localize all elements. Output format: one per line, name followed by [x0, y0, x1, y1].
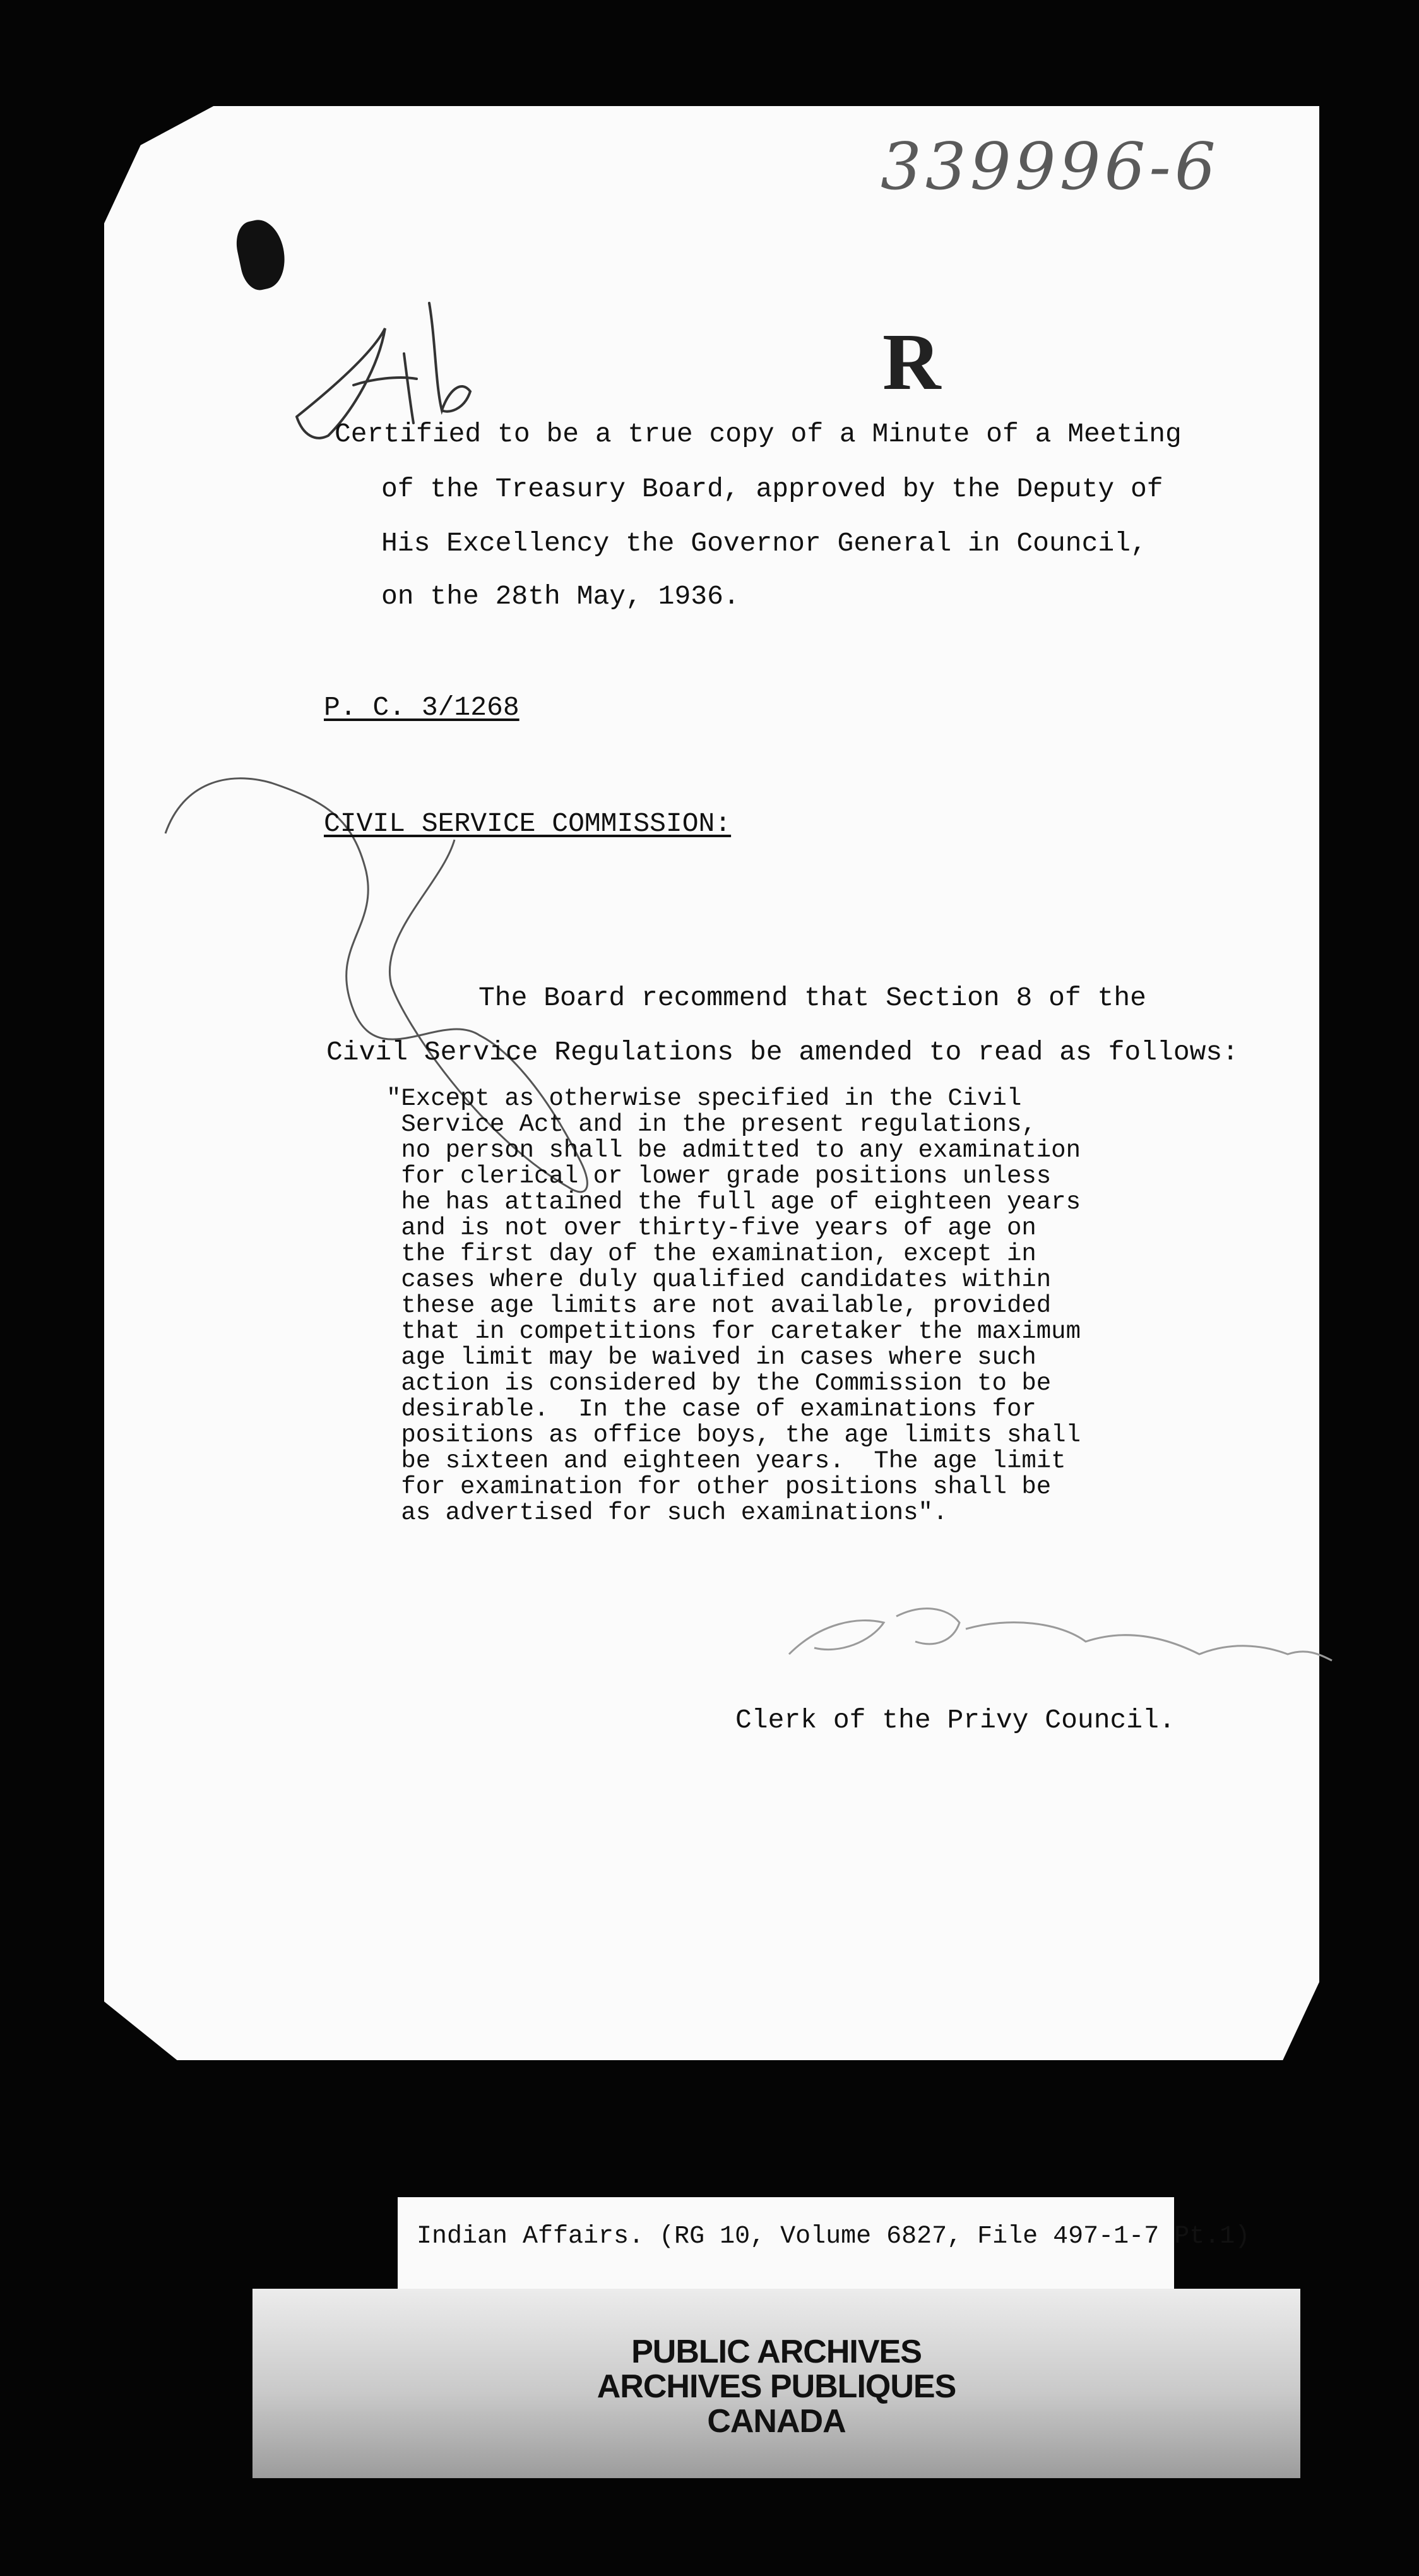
quote-line: he has attained the full age of eighteen years	[386, 1188, 1081, 1216]
archive-stamp-line: ARCHIVES PUBLIQUES	[597, 2368, 956, 2405]
quote-line: age limit may be waived in cases where such	[386, 1344, 1036, 1371]
quote-line: that in competitions for caretaker the maximum	[386, 1318, 1081, 1345]
handwritten-file-note	[297, 303, 470, 438]
quoted-regulation	[386, 1086, 1207, 1526]
archive-stamp-strip	[252, 2289, 1300, 2478]
quote-line: these age limits are not available, provided	[386, 1292, 1052, 1320]
heading-line: Certified to be a true copy of a Minute of a Meeting	[335, 419, 1182, 450]
archive-stamp-line: PUBLIC ARCHIVES	[631, 2334, 922, 2370]
quote-line: no person shall be admitted to any examination	[386, 1136, 1081, 1164]
intro-line: The Board recommend that Section 8 of the	[478, 982, 1146, 1013]
quote-line: for clerical or lower grade positions unless	[386, 1162, 1052, 1190]
signatory-title: Clerk of the Privy Council.	[735, 1705, 1175, 1736]
intro-line: Civil Service Regulations be amended to read as follows:	[326, 1037, 1239, 1068]
quote-line: for examination for other positions shall be	[386, 1473, 1052, 1501]
quote-line: action is considered by the Commission to be	[386, 1369, 1052, 1397]
quote-line: cases where duly qualified candidates within	[386, 1266, 1052, 1294]
document-number: 339996-6	[881, 129, 1220, 205]
quote-line: "Except as otherwise specified in the Civil	[386, 1085, 1022, 1112]
department-heading: CIVIL SERVICE COMMISSION:	[324, 808, 732, 839]
stamp-letter: R	[882, 317, 941, 407]
heading-line: His Excellency the Governor General in Council,	[381, 528, 1147, 559]
archive-reference: Indian Affairs. (RG 10, Volume 6827, File 497-1-7 Pt.1)	[417, 2222, 1250, 2251]
quote-line: desirable. In the case of examinations for	[386, 1395, 1036, 1423]
archive-label	[398, 2197, 1250, 2289]
quote-line: Service Act and in the present regulations,	[386, 1111, 1036, 1138]
heading-line: of the Treasury Board, approved by the Deputy of	[381, 474, 1163, 504]
archive-stamp-line: CANADA	[707, 2403, 846, 2440]
quote-line: the first day of the examination, except in	[386, 1240, 1036, 1268]
quote-line: be sixteen and eighteen years. The age limit	[386, 1447, 1066, 1475]
heading-line: on the 28th May, 1936.	[381, 581, 740, 612]
quote-line: as advertised for such examinations".	[386, 1499, 948, 1527]
quote-line: and is not over thirty-five years of age on	[386, 1214, 1036, 1242]
signature	[789, 1609, 1332, 1661]
quote-line: positions as office boys, the age limits shall	[386, 1421, 1081, 1449]
reference-number: P. C. 3/1268	[324, 692, 520, 723]
